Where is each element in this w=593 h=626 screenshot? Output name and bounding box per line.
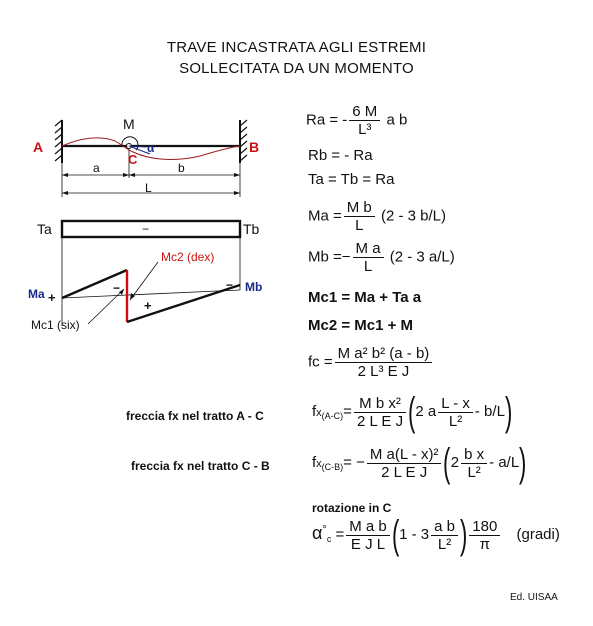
title-line-2: SOLLECITATA DA UN MOMENTO [179,60,414,77]
label-shear-tb: Tb [243,221,260,237]
left-fixed-support [55,120,62,163]
label-moment-m: M [123,116,135,132]
label-mc2: Mc2 (dex) [161,250,215,264]
label-length: L [145,181,152,195]
formula-rb: Rb = - Ra [308,147,373,164]
formula-fx-cb: $fx_{(C-B)}=$ − $\frac{\text{M a(L - x)²}}{\text{2 L E J}}$ (2 $\frac{\text{b x}}{\text{L²}}$ - a/L) [312,441,527,485]
label-rotation: rotazione in C [312,501,392,515]
label-seg-a: a [93,161,100,175]
sign-minus-left: − [113,281,121,295]
label-point-c: C [128,152,138,167]
label-fx-cb: freccia fx nel tratto C - B [131,459,270,473]
formula-fc: fc = $\frac{\text{M a² b² (a - b)}}{\text{2 L³ E J}}$ [308,345,434,380]
label-seg-b: b [178,161,185,175]
label-moment-mb: Mb [245,280,263,294]
label-fx-ac: freccia fx nel tratto A - C [126,409,264,423]
formula-mb: Mb =− $\frac{\text{M a}}{L}$ (2 - 3 a/L) [308,240,455,275]
sign-plus-mid: + [144,298,152,313]
formula-mc1: Mc1 = Ma + Ta a [308,289,422,306]
formula-ta-tb: Ta = Tb = Ra [308,171,395,188]
label-support-b: B [249,139,260,155]
formula-ra: Ra = - $\frac{6 M}{\text{L³}}$ a b [306,103,408,138]
label-support-a: A [33,139,44,155]
label-alpha: α [147,141,155,155]
formula-mc2: Mc2 = Mc1 + M [308,317,414,334]
title-line-1: TRAVE INCASTRATA AGLI ESTREMI [166,39,427,56]
formula-rotation: $\alpha^\circ_c$ = $\frac{\text{M a b}}{\text{E J L}}$ (1 - 3 $\frac{\text{a b}}{\text{L²}}$ ) $\frac{180}{\pi}$ (gradi) [312,513,560,557]
formula-ma: Ma = $\frac{\text{M b}}{L}$ (2 - 3 b/L) [308,199,446,234]
sign-plus-left: + [48,290,56,305]
shear-sign: − [142,222,150,236]
sign-minus-right: − [226,278,234,292]
footer-credit: Ed. UISAA [510,592,558,603]
label-mc1: Mc1 (six) [31,318,80,332]
label-shear-ta: Ta [37,221,52,237]
shear-diagram [62,221,240,237]
right-fixed-support [240,120,247,163]
label-moment-ma: Ma [28,287,45,301]
formula-fx-ac: $fx_{(A-C)}=$ $\frac{\text{M b x²}}{\text{2 L E J}}$ (2 a $\frac{L - x}{\text{L²}}$ - b/L) [312,390,513,434]
